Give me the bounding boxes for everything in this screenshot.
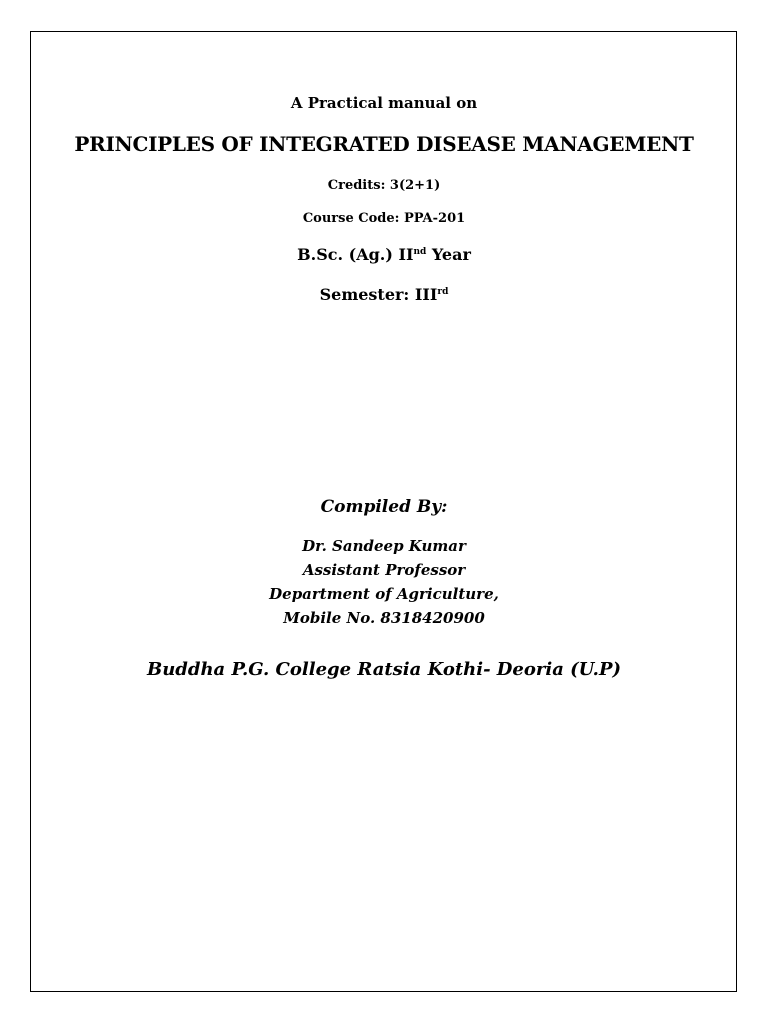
semester-text <box>0 285 768 304</box>
year-text <box>0 245 768 264</box>
year-suffix: Year <box>426 245 471 264</box>
semester-superscript: rd <box>437 287 449 297</box>
college-name: Buddha P.G. College Ratsia Kothi- Deoria (U.P) <box>146 659 622 680</box>
author-designation: Assistant Professor <box>302 561 466 579</box>
author-name: Dr. Sandeep Kumar <box>302 537 466 555</box>
compiled-by-heading: Compiled By: <box>320 497 448 517</box>
manual-subtitle: A Practical manual on <box>290 94 478 112</box>
author-mobile: Mobile No. 8318420900 <box>283 609 485 627</box>
year-superscript: nd <box>413 247 427 257</box>
course-code-text: Course Code: PPA-201 <box>302 211 466 226</box>
semester-prefix: Semester: III <box>319 285 438 304</box>
year-prefix: B.Sc. (Ag.) II <box>297 245 414 264</box>
manual-title: PRINCIPLES OF INTEGRATED DISEASE MANAGEMENT <box>74 132 694 156</box>
credits-text: Credits: 3(2+1) <box>327 178 441 193</box>
author-department: Department of Agriculture, <box>269 585 499 603</box>
